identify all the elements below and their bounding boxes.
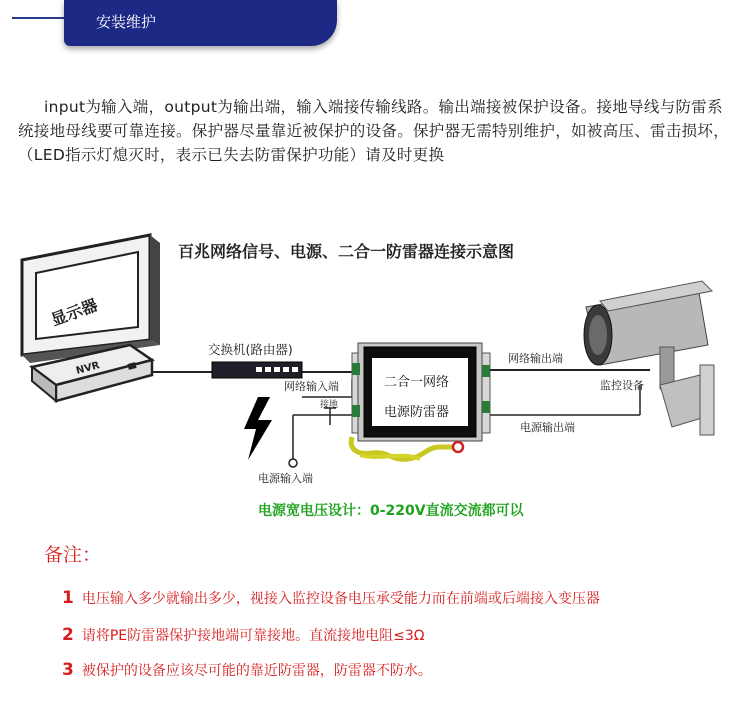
connection-diagram [0,215,750,525]
monitor-label: 显示器 [48,295,101,330]
switch-illustration [212,362,302,378]
network-input-label: 网络输入端 [284,380,339,393]
note-item [62,625,424,645]
power-input-label: 电源输入端 [258,472,313,485]
note-item [62,660,432,680]
notes-title: 备注： [44,544,102,566]
section-title: 安装维护 [96,13,157,31]
network-output-label: 网络输出端 [508,352,563,365]
note-number: 2 [62,625,74,645]
nvr-label: NVR [74,360,101,377]
power-output-label: 电源输出端 [520,421,575,434]
camera-illustration [584,281,714,435]
intro-paragraph: input为输入端，output为输出端，输入端接传输线路。输出端接被保护设备。接地导线与防雷系统接地母线要可靠连接。保护器尽量靠近被保护的设备。保护器无需特别维护，如被高压、雷击损坏，（LED指示灯熄灭时，表示已失去防雷保护功能）请及时更换 [18,98,730,164]
device-label-line1: 二合一网络 [384,375,450,390]
device-label-line2: 电源防雷器 [384,405,450,420]
ground-label: 接地 [320,400,339,410]
header-rule-left [12,17,67,19]
note-text: 被保护的设备应该尽可能的靠近防雷器，防雷器不防水。 [81,663,432,679]
note-text: 电压输入多少就输出多少，视接入监控设备电压承受能力而在前端或后端接入变压器 [81,591,600,607]
section-title-tab [64,0,337,46]
note-text: 请将PE防雷器保护接地端可靠接地。直流接地电阻≤3Ω [81,628,425,644]
switch-label: 交换机(路由器) [208,342,293,357]
diagram-title: 百兆网络信号、电源、二合一防雷器连接示意图 [178,242,515,261]
protector-device [352,343,490,441]
note-number: 1 [62,588,74,608]
section-header [0,0,750,55]
lightning-icon [244,397,272,460]
note-item [62,588,600,608]
voltage-note: 电源宽电压设计：0-220V直流交流都可以 [258,503,524,519]
note-number: 3 [62,660,74,680]
camera-label: 监控设备 [600,379,644,392]
